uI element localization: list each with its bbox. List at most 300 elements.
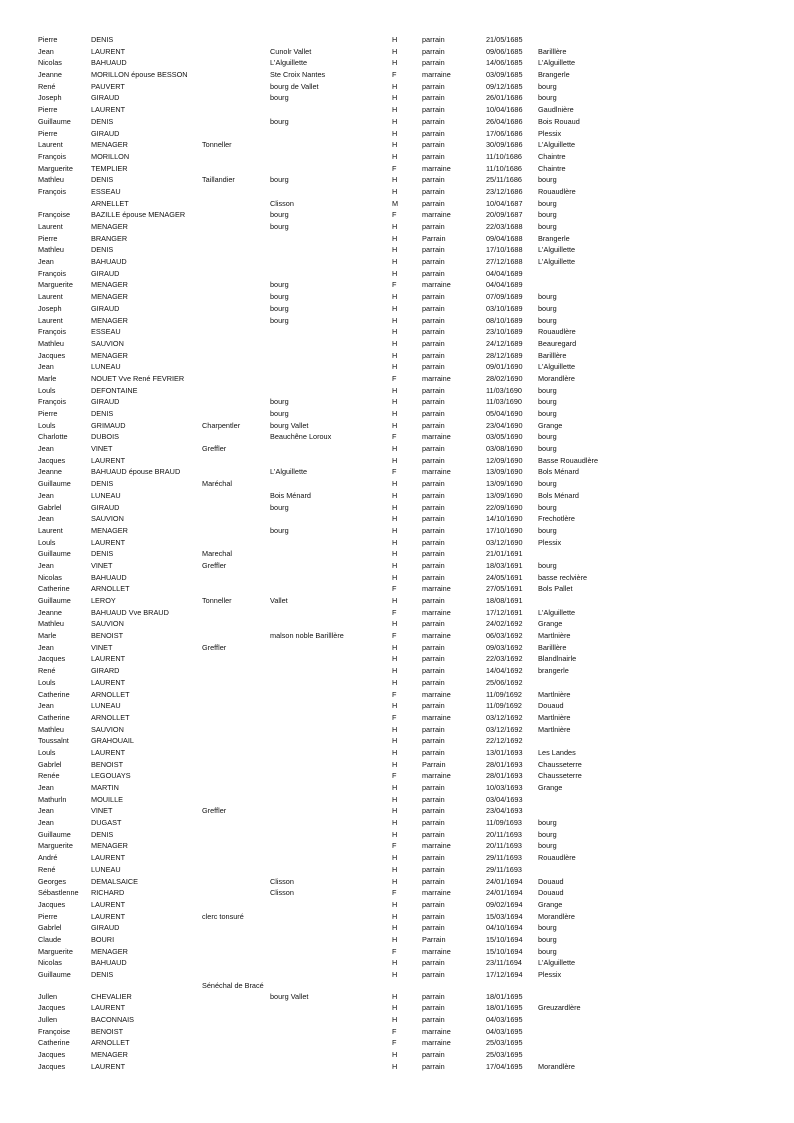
locality-cell: Martlnière — [538, 689, 571, 699]
table-row — [38, 724, 758, 736]
date-cell: 04/10/1694 — [486, 923, 523, 933]
sex-cell: H — [392, 327, 398, 337]
residence-cell: malson noble Barilllère — [270, 631, 344, 641]
first-name-cell: Georges — [38, 876, 66, 886]
locality-cell: L'Alguillette — [538, 58, 576, 68]
date-cell: 18/08/1691 — [486, 596, 523, 605]
sex-cell: H — [392, 876, 398, 886]
surname-cell: BAHUAUD — [91, 572, 127, 582]
surname-cell: GIRAUD — [91, 502, 120, 512]
surname-cell: LAURENT — [91, 853, 126, 863]
date-cell: 03/12/1690 — [486, 537, 523, 547]
first-name-cell: Catherine — [38, 689, 70, 699]
role-cell: marraine — [422, 607, 451, 617]
first-name-cell: Jean — [38, 560, 54, 570]
sex-cell: H — [392, 233, 398, 243]
role-cell: parrain — [422, 502, 445, 512]
profession-cell: Greffler — [202, 444, 227, 454]
sex-cell: H — [392, 116, 398, 126]
profession-cell: Greffler — [202, 806, 227, 816]
table-row — [38, 1037, 758, 1049]
first-name-cell: Jean — [38, 362, 54, 372]
date-cell: 10/04/1687 — [486, 198, 523, 208]
first-name-cell: Jean — [38, 642, 54, 652]
sex-cell: H — [392, 794, 398, 804]
date-cell: 24/12/1689 — [486, 338, 523, 348]
sex-cell: H — [392, 677, 398, 687]
table-row — [38, 466, 758, 478]
sex-cell: H — [392, 525, 398, 535]
role-cell: parrain — [422, 490, 445, 500]
date-cell: 23/04/1693 — [486, 806, 523, 816]
sex-cell: H — [392, 455, 398, 465]
table-row — [38, 642, 758, 654]
first-name-cell: Laurent — [38, 222, 63, 231]
sex-cell: F — [392, 584, 397, 594]
date-cell: 29/11/1693 — [486, 853, 522, 863]
table-row — [38, 805, 758, 817]
date-cell: 11/09/1692 — [486, 689, 522, 699]
profession-cell: Marechal — [202, 549, 233, 559]
first-name-cell: Marguerite — [38, 163, 73, 173]
residence-cell: bourg — [270, 525, 289, 535]
residence-cell: bourg — [270, 93, 289, 103]
first-name-cell: Jacques — [38, 455, 66, 465]
role-cell: parrain — [422, 1061, 445, 1071]
first-name-cell: Claude — [38, 934, 62, 944]
table-row — [38, 1014, 758, 1026]
date-cell: 13/09/1690 — [486, 479, 523, 489]
residence-cell: Cunolr Vallet — [270, 46, 312, 56]
date-cell: 22/03/1692 — [486, 654, 523, 664]
role-cell: parrain — [422, 140, 445, 150]
table-row — [38, 817, 758, 829]
locality-cell: Rouaudlère — [538, 853, 576, 863]
sex-cell: H — [392, 514, 398, 524]
date-cell: 28/12/1689 — [486, 350, 523, 360]
role-cell: parrain — [422, 1014, 445, 1024]
surname-cell: DENIS — [91, 35, 114, 44]
date-cell: 24/05/1691 — [486, 572, 523, 582]
table-row — [38, 922, 758, 934]
surname-cell: TEMPLIER — [91, 163, 128, 173]
locality-cell: Bols Ménard — [538, 467, 579, 477]
date-cell: 20/11/1693 — [486, 841, 522, 851]
sex-cell: H — [392, 350, 398, 360]
first-name-cell: Françoise — [38, 210, 71, 220]
locality-cell: Morandlère — [538, 1061, 575, 1071]
first-name-cell: Gabrlel — [38, 502, 62, 512]
role-cell: parrain — [422, 303, 445, 313]
table-row — [38, 174, 758, 186]
role-cell: parrain — [422, 1003, 445, 1013]
surname-cell: LUNEAU — [91, 362, 121, 372]
sex-cell: F — [392, 607, 397, 617]
sex-cell: H — [392, 537, 398, 547]
sex-cell: H — [392, 783, 398, 792]
role-cell: marraine — [422, 163, 451, 173]
sex-cell: F — [392, 1038, 397, 1048]
surname-cell: BENOIST — [91, 1026, 124, 1036]
residence-cell: Bois Ménard — [270, 490, 311, 500]
profession-cell: Sénéchal de Bracé — [202, 980, 264, 990]
surname-cell: VINET — [91, 806, 113, 816]
locality-cell: bourg — [538, 81, 557, 91]
date-cell: 03/12/1692 — [486, 712, 523, 722]
role-cell: parrain — [422, 35, 445, 44]
surname-cell: MENAGER — [91, 841, 128, 851]
role-cell: parrain — [422, 596, 445, 605]
locality-cell: L'Alguillette — [538, 958, 576, 968]
date-cell: 05/04/1690 — [486, 409, 523, 418]
table-row — [38, 1026, 758, 1038]
role-cell: parrain — [422, 198, 445, 208]
role-cell: parrain — [422, 724, 445, 734]
table-row — [38, 934, 758, 946]
date-cell: 18/01/1695 — [486, 1003, 523, 1013]
sex-cell: H — [392, 549, 398, 559]
date-cell: 28/02/1690 — [486, 373, 523, 383]
table-row — [38, 618, 758, 630]
sex-cell: H — [392, 724, 398, 734]
table-row — [38, 876, 758, 888]
locality-cell: Bols Ménard — [538, 490, 579, 500]
first-name-cell: Mathurln — [38, 794, 67, 804]
sex-cell: F — [392, 841, 397, 851]
sex-cell: F — [392, 432, 397, 442]
first-name-cell: Marle — [38, 631, 57, 641]
surname-cell: LAURENT — [91, 105, 126, 115]
surname-cell: NOUET Vve René FEVRIER — [91, 373, 185, 383]
first-name-cell: Laurent — [38, 315, 63, 325]
surname-cell: DENIS — [91, 409, 114, 418]
locality-cell: Beauregard — [538, 338, 577, 348]
locality-cell: Brangerle — [538, 233, 570, 243]
first-name-cell: Guillaume — [38, 116, 71, 126]
date-cell: 29/11/1693 — [486, 864, 522, 874]
sex-cell: H — [392, 666, 398, 676]
locality-cell: Blandlnairle — [538, 654, 577, 664]
locality-cell: bourg — [538, 479, 557, 489]
date-cell: 04/03/1695 — [486, 1014, 523, 1024]
surname-cell: MOUILLE — [91, 794, 124, 804]
locality-cell: Rouaudlère — [538, 186, 576, 196]
role-cell: marraine — [422, 1026, 451, 1036]
table-row — [38, 595, 758, 607]
first-name-cell: Jacques — [38, 899, 66, 909]
locality-cell: Grange — [538, 783, 563, 792]
table-row — [38, 607, 758, 619]
role-cell: parrain — [422, 420, 445, 430]
table-row — [38, 338, 758, 350]
surname-cell: LAURENT — [91, 654, 126, 664]
role-cell: parrain — [422, 654, 445, 664]
first-name-cell: Marguerite — [38, 280, 73, 290]
sex-cell: H — [392, 479, 398, 489]
date-cell: 28/01/1693 — [486, 759, 523, 769]
sex-cell: H — [392, 268, 398, 278]
surname-cell: DUGAST — [91, 818, 122, 828]
sex-cell: H — [392, 303, 398, 313]
surname-cell: LUNEAU — [91, 864, 121, 874]
locality-cell: bourg — [538, 934, 557, 944]
first-name-cell: Jean — [38, 806, 54, 816]
table-row — [38, 46, 758, 58]
locality-cell: brangerle — [538, 666, 569, 676]
date-cell: 13/09/1690 — [486, 467, 523, 477]
table-row — [38, 759, 758, 771]
role-cell: parrain — [422, 701, 445, 711]
sex-cell: H — [392, 490, 398, 500]
table-row — [38, 957, 758, 969]
surname-cell: DENIS — [91, 479, 114, 489]
first-name-cell: Laurent — [38, 140, 63, 150]
sex-cell: H — [392, 105, 398, 115]
surname-cell: BAHUAUD — [91, 58, 127, 68]
sex-cell: H — [392, 864, 398, 874]
sex-cell: F — [392, 888, 397, 898]
role-cell: parrain — [422, 537, 445, 547]
role-cell: parrain — [422, 794, 445, 804]
sex-cell: F — [392, 467, 397, 477]
profession-cell: Tonneller — [202, 596, 232, 605]
table-row — [38, 443, 758, 455]
first-name-cell: Pierre — [38, 911, 58, 921]
first-name-cell: Louls — [38, 420, 56, 430]
role-cell: parrain — [422, 479, 445, 489]
first-name-cell: Jacques — [38, 1061, 66, 1071]
first-name-cell: Guillaume — [38, 596, 71, 605]
locality-cell: Barilllère — [538, 642, 567, 652]
table-row — [38, 899, 758, 911]
first-name-cell: François — [38, 327, 66, 337]
sex-cell: H — [392, 654, 398, 664]
table-row — [38, 268, 758, 280]
first-name-cell: Jean — [38, 444, 54, 454]
surname-cell: MORILLON épouse BESSON — [91, 70, 188, 80]
locality-cell: Plessix — [538, 970, 562, 979]
sex-cell: H — [392, 572, 398, 582]
table-row — [38, 151, 758, 163]
locality-cell: Douaud — [538, 701, 564, 711]
first-name-cell: Catherine — [38, 712, 70, 722]
table-row — [38, 1049, 758, 1061]
first-name-cell: Joseph — [38, 303, 62, 313]
role-cell: parrain — [422, 736, 445, 746]
surname-cell: ARNOLLET — [91, 689, 130, 699]
date-cell: 22/03/1688 — [486, 222, 523, 231]
surname-cell: MENAGER — [91, 946, 128, 956]
role-cell: parrain — [422, 829, 445, 839]
first-name-cell: Jeanne — [38, 467, 62, 477]
table-row — [38, 221, 758, 233]
role-cell: marraine — [422, 1038, 451, 1048]
role-cell: parrain — [422, 186, 445, 196]
surname-cell: DENIS — [91, 970, 114, 979]
locality-cell: Basse Rouaudlère — [538, 455, 599, 465]
sex-cell: H — [392, 560, 398, 570]
surname-cell: MENAGER — [91, 292, 128, 302]
date-cell: 20/11/1693 — [486, 829, 522, 839]
locality-cell: bourg — [538, 93, 557, 103]
date-cell: 22/12/1692 — [486, 736, 523, 746]
role-cell: parrain — [422, 899, 445, 909]
role-cell: parrain — [422, 853, 445, 863]
role-cell: parrain — [422, 958, 445, 968]
residence-cell: Vallet — [270, 596, 288, 605]
locality-cell: bourg — [538, 315, 557, 325]
surname-cell: MARTIN — [91, 783, 119, 792]
sex-cell: H — [392, 502, 398, 512]
table-row — [38, 770, 758, 782]
locality-cell: basse reclvière — [538, 572, 588, 582]
first-name-cell: Mathleu — [38, 175, 64, 185]
date-cell: 11/10/1686 — [486, 163, 522, 173]
table-row — [38, 69, 758, 81]
role-cell: parrain — [422, 876, 445, 886]
role-cell: parrain — [422, 991, 445, 1001]
table-row — [38, 852, 758, 864]
date-cell: 15/10/1694 — [486, 934, 523, 944]
role-cell: marraine — [422, 946, 451, 956]
table-row — [38, 128, 758, 140]
role-cell: parrain — [422, 642, 445, 652]
surname-cell: SAUVION — [91, 514, 124, 524]
date-cell: 03/09/1685 — [486, 70, 523, 80]
table-row — [38, 560, 758, 572]
first-name-cell: Nicolas — [38, 958, 62, 968]
first-name-cell: Marle — [38, 373, 57, 383]
role-cell: parrain — [422, 911, 445, 921]
locality-cell: Morandlère — [538, 373, 575, 383]
date-cell: 23/04/1690 — [486, 420, 523, 430]
table-row — [38, 431, 758, 443]
locality-cell: Plessix — [538, 128, 562, 138]
residence-cell: bourg — [270, 292, 289, 302]
first-name-cell: Pierre — [38, 128, 58, 138]
locality-cell: bourg — [538, 946, 557, 956]
role-cell: marraine — [422, 70, 451, 80]
surname-cell: BENOIST — [91, 759, 124, 769]
surname-cell: MENAGER — [91, 222, 128, 231]
surname-cell: LAURENT — [91, 911, 126, 921]
first-name-cell: Jean — [38, 490, 54, 500]
role-cell: marraine — [422, 689, 451, 699]
date-cell: 13/01/1693 — [486, 747, 523, 757]
role-cell: parrain — [422, 58, 445, 68]
date-cell: 11/09/1692 — [486, 701, 522, 711]
sex-cell: F — [392, 163, 397, 173]
table-row — [38, 537, 758, 549]
role-cell: parrain — [422, 1050, 445, 1060]
date-cell: 17/10/1688 — [486, 245, 523, 255]
role-cell: parrain — [422, 560, 445, 570]
date-cell: 06/03/1692 — [486, 631, 523, 641]
table-row — [38, 279, 758, 291]
date-cell: 11/09/1693 — [486, 818, 522, 828]
surname-cell: LUNEAU — [91, 701, 121, 711]
surname-cell: MENAGER — [91, 280, 128, 290]
date-cell: 09/12/1685 — [486, 81, 523, 91]
sex-cell: H — [392, 222, 398, 231]
sex-cell: F — [392, 771, 397, 781]
date-cell: 04/04/1689 — [486, 268, 523, 278]
first-name-cell: Mathleu — [38, 338, 64, 348]
locality-cell: bourg — [538, 502, 557, 512]
surname-cell: ESSEAU — [91, 327, 121, 337]
surname-cell: LAURENT — [91, 455, 126, 465]
first-name-cell: Françoise — [38, 1026, 71, 1036]
table-row — [38, 455, 758, 467]
table-row — [38, 1061, 758, 1073]
role-cell: parrain — [422, 222, 445, 231]
locality-cell: bourg — [538, 560, 557, 570]
date-cell: 07/09/1689 — [486, 292, 523, 302]
date-cell: 09/03/1692 — [486, 642, 523, 652]
locality-cell: bourg — [538, 198, 557, 208]
surname-cell: ESSEAU — [91, 186, 121, 196]
first-name-cell: Renée — [38, 771, 60, 781]
first-name-cell: Toussalnt — [38, 736, 69, 746]
surname-cell: GIRAUD — [91, 93, 120, 103]
first-name-cell: René — [38, 81, 56, 91]
date-cell: 24/01/1694 — [486, 888, 523, 898]
role-cell: parrain — [422, 350, 445, 360]
role-cell: parrain — [422, 677, 445, 687]
sex-cell: F — [392, 280, 397, 290]
sex-cell: F — [392, 712, 397, 722]
locality-cell: Chausseterre — [538, 771, 582, 781]
surname-cell: DENIS — [91, 175, 114, 185]
surname-cell: VINET — [91, 444, 113, 454]
surname-cell: RICHARD — [91, 888, 125, 898]
table-row — [38, 57, 758, 69]
sex-cell: H — [392, 759, 398, 769]
first-name-cell: Guillaume — [38, 479, 71, 489]
role-cell: parrain — [422, 175, 445, 185]
surname-cell: LAURENT — [91, 677, 126, 687]
locality-cell: bourg — [538, 923, 557, 933]
date-cell: 10/04/1686 — [486, 105, 523, 115]
table-row — [38, 747, 758, 759]
surname-cell: LAURENT — [91, 46, 126, 56]
locality-cell: L'Alguillette — [538, 257, 576, 267]
residence-cell: L'Alguillette — [270, 467, 308, 477]
role-cell: parrain — [422, 455, 445, 465]
date-cell: 17/06/1686 — [486, 128, 523, 138]
first-name-cell: André — [38, 853, 58, 863]
first-name-cell: Jean — [38, 783, 54, 792]
role-cell: Parrain — [422, 759, 446, 769]
table-row — [38, 478, 758, 490]
first-name-cell: Jeanne — [38, 70, 62, 80]
table-row — [38, 104, 758, 116]
sex-cell: H — [392, 958, 398, 968]
date-cell: 23/11/1694 — [486, 958, 522, 968]
locality-cell: Morandlère — [538, 911, 575, 921]
first-name-cell: François — [38, 268, 66, 278]
table-row — [38, 712, 758, 724]
first-name-cell: Jean — [38, 257, 54, 267]
role-cell: parrain — [422, 245, 445, 255]
table-row — [38, 326, 758, 338]
table-row — [38, 116, 758, 128]
surname-cell: MENAGER — [91, 140, 128, 150]
surname-cell: BAHUAUD — [91, 257, 127, 267]
first-name-cell: Jean — [38, 701, 54, 711]
residence-cell: Clisson — [270, 198, 294, 208]
surname-cell: GIRAUD — [91, 923, 120, 933]
